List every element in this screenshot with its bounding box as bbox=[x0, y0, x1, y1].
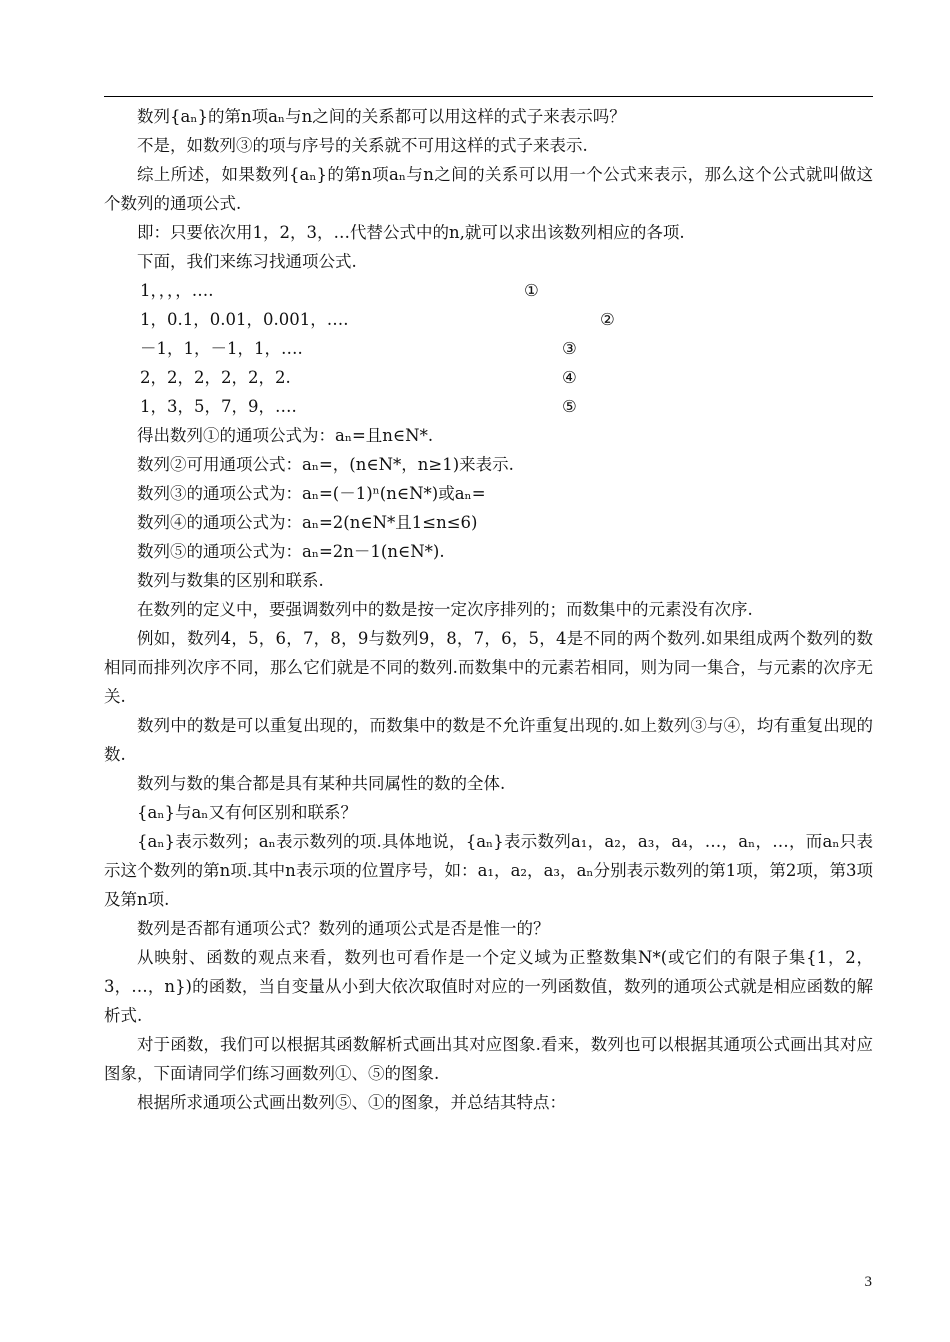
sequence-marker: ② bbox=[600, 310, 615, 329]
page-number: 3 bbox=[864, 1274, 872, 1290]
sequence-line bbox=[104, 334, 873, 363]
paragraph: 得出数列①的通项公式为：aₙ=且n∈N*. bbox=[137, 426, 434, 445]
paragraph: {aₙ}与aₙ又有何区别和联系？ bbox=[137, 803, 357, 822]
sequence-line bbox=[104, 305, 873, 334]
paragraph: 在数列的定义中，要强调数列中的数是按一定次序排列的；而数集中的元素没有次序. bbox=[137, 600, 753, 619]
paragraph: 数列与数的集合都是具有某种共同属性的数的全体. bbox=[137, 774, 506, 793]
paragraph: 数列{aₙ}的第n项aₙ与n之间的关系都可以用这样的式子来表示吗？ bbox=[137, 107, 626, 126]
paragraph: 根据所求通项公式画出数列⑤、①的图象，并总结其特点： bbox=[137, 1093, 566, 1112]
sequence-marker: ⑤ bbox=[562, 397, 577, 416]
paragraph: 数列中的数是可以重复出现的，而数集中的数是不允许重复出现的.如上数列③与④，均有重复出现的数. bbox=[104, 716, 873, 764]
paragraph: 不是，如数列③的项与序号的关系就不可用这样的式子来表示. bbox=[137, 136, 588, 155]
paragraph: 下面，我们来练习找通项公式. bbox=[137, 252, 357, 271]
paragraph: 例如，数列4，5，6，7，8，9与数列9，8，7，6，5，4是不同的两个数列.如果组成两个数列的数相同而排列次序不同，那么它们就是不同的数列.而数集中的元素若相同，则为同一集合，与元素的次序无关. bbox=[104, 629, 873, 706]
sequence-line bbox=[104, 276, 873, 305]
sequence-text: 2，2，2，2，2，2. bbox=[140, 368, 291, 387]
sequence-line bbox=[104, 392, 873, 421]
paragraph: 数列②可用通项公式：aₙ=，(n∈N*，n≥1)来表示. bbox=[137, 455, 514, 474]
page-body bbox=[104, 102, 873, 1117]
paragraph: {aₙ}表示数列；aₙ表示数列的项.具体地说，{aₙ}表示数列a₁，a₂，a₃，a₄，…，aₙ，…，而aₙ只表示这个数列的第n项.其中n表示项的位置序号，如：a₁，a₂，a₃，aₙ分别表示数列的第1项，第2项，第3项及第n项. bbox=[104, 832, 873, 909]
paragraph: 数列④的通项公式为：aₙ=2(n∈N*且1≤n≤6) bbox=[137, 513, 478, 532]
paragraph: 数列③的通项公式为：aₙ=(－1)ⁿ(n∈N*)或aₙ= bbox=[137, 484, 486, 503]
header-rule bbox=[104, 96, 873, 97]
paragraph: 数列是否都有通项公式？数列的通项公式是否是惟一的？ bbox=[137, 919, 550, 938]
sequence-text: 1，，，，…. bbox=[140, 281, 214, 300]
paragraph: 综上所述，如果数列{aₙ}的第n项aₙ与n之间的关系可以用一个公式来表示，那么这个公式就叫做这个数列的通项公式. bbox=[104, 165, 873, 213]
sequence-text: －1，1，－1，1，…. bbox=[140, 339, 303, 358]
sequence-marker: ④ bbox=[562, 368, 577, 387]
sequence-line bbox=[104, 363, 873, 392]
sequence-marker: ③ bbox=[562, 339, 577, 358]
paragraph: 即：只要依次用1，2，3，…代替公式中的n,就可以求出该数列相应的各项. bbox=[137, 223, 685, 242]
paragraph: 数列与数集的区别和联系. bbox=[137, 571, 324, 590]
sequence-text: 1，3，5，7，9，…. bbox=[140, 397, 297, 416]
paragraph: 数列⑤的通项公式为：aₙ=2n－1(n∈N*). bbox=[137, 542, 445, 561]
paragraph: 对于函数，我们可以根据其函数解析式画出其对应图象.看来，数列也可以根据其通项公式画出其对应图象，下面请同学们练习画数列①、⑤的图象. bbox=[104, 1035, 873, 1083]
sequence-marker: ① bbox=[524, 281, 539, 300]
paragraph: 从映射、函数的观点来看，数列也可看作是一个定义域为正整数集N*(或它们的有限子集{1，2，3，…，n})的函数，当自变量从小到大依次取值时对应的一列函数值，数列的通项公式就是相应函数的解析式. bbox=[104, 948, 873, 1025]
sequence-text: 1，0.1，0.01，0.001，…. bbox=[140, 310, 349, 329]
